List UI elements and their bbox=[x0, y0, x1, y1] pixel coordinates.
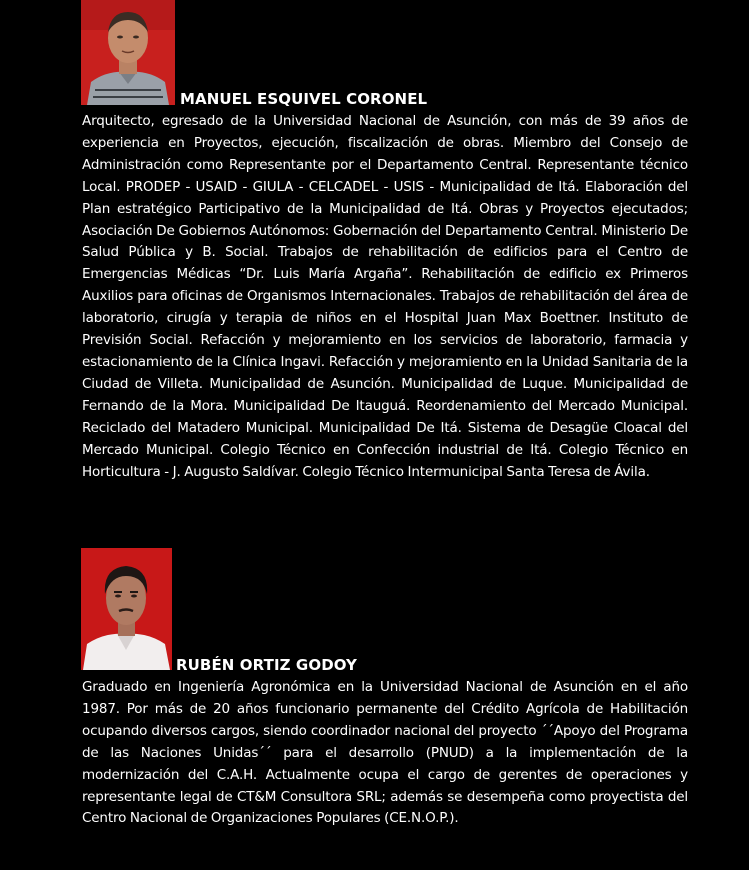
person-name: RUBÉN ORTIZ GODOY bbox=[176, 656, 358, 674]
person-photo-icon bbox=[81, 0, 175, 105]
portrait-photo-ruben bbox=[81, 548, 172, 670]
portrait-photo-manuel bbox=[81, 0, 175, 105]
person-name: MANUEL ESQUIVEL CORONEL bbox=[180, 90, 428, 108]
person-bio: Arquitecto, egresado de la Universidad Nacional de Asunción, con más de 39 años de experiencia en Proyectos, ejecución, fiscalización de obras. Miembro del Consejo de Administración como Representante por el Departamento Central. Representante técnico Local. PRODEP - USAID - GIULA - CELCADEL - USIS - Municipalidad de Itá. Elaboración del Plan estratégico Participativo de la Municipalidad de Itá. Obras y Proyectos ejecutados; Asociación De Gobiernos Autónomos: Gobernación del Departamento Central. Ministerio De Salud Pública y B. Social. Trabajos de rehabilitación de edificios para el Centro de Emergencias Médicas “Dr. Luis María Argaña”. Rehabilitación de edificio ex Primeros Auxilios para oficinas de Organismos Internacionales. Trabajos de rehabilitación del área de laboratorio, cirugía y terapia de niños en el Hospital Juan Max Boettner. Instituto de Previsión Social. Refacción y mejoramiento en los servicios de laboratorio, farmacia y estacionamiento de la Clínica Ingavi. Refacción y mejoramiento en la Unidad Sanitaria de la Ciudad de Villeta. Municipalidad de Asunción. Municipalidad de Luque. Municipalidad de Fernando de la Mora. Municipalidad De Itauguá. Reordenamiento del Mercado Municipal. Reciclado del Matadero Municipal. Municipalidad De Itá. Sistema de Desagüe Cloacal del Mercado Municipal. Colegio Técnico en Confección industrial de Itá. Colegio Técnico en Horticultura - J. Augusto Saldívar. Colegio Técnico Intermunicipal Santa Teresa de Ávila. bbox=[82, 113, 688, 480]
person-bio: Graduado en Ingeniería Agronómica en la Universidad Nacional de Asunción en el año 1987. Por más de 20 años funcionario permanente del Crédito Agrícola de Habilitación ocupando diversos cargos, siendo coordinador nacional del proyecto ´´Apoyo del Programa de las Naciones Unidas´´ para el desarrollo (PNUD) a la implementación de la modernización del C.A.H. Actualmente ocupa el cargo de gerentes de operaciones y representante legal de CT&M Consultora SRL; además se desempeña como proyectista del Centro Nacional de Organizaciones Populares (CE.N.O.P.). bbox=[82, 679, 688, 827]
person-photo-icon bbox=[81, 548, 172, 670]
